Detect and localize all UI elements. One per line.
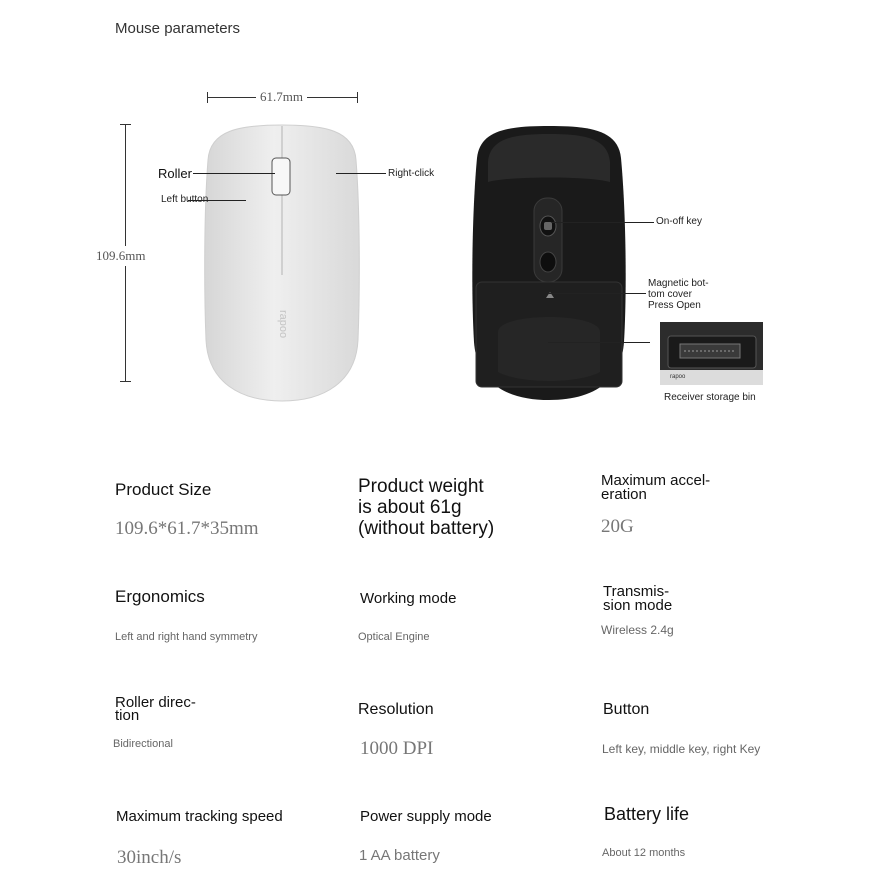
spec-ergonomics <box>115 588 345 643</box>
spec-transmission-mode <box>603 585 833 637</box>
mouse-top-view-image <box>200 120 365 405</box>
spec-label: Resolution <box>358 701 434 718</box>
spec-label-line: sion mode <box>603 597 673 614</box>
spec-label: Working mode <box>360 590 457 607</box>
receiver-bin-label: Receiver storage bin <box>664 392 756 403</box>
spec-label-line: tion <box>115 707 140 724</box>
receiver-brand-mark: rapoo <box>670 374 686 380</box>
spec-label-line: (without battery) <box>358 518 495 539</box>
width-dimension-label: 61.7mm <box>256 89 307 105</box>
spec-value: 109.6*61.7*35mm <box>115 518 259 539</box>
spec-label-line: Product weight <box>358 476 484 497</box>
spec-roller-direction <box>115 696 345 750</box>
spec-product-weight <box>358 476 588 539</box>
spec-value: 1000 DPI <box>360 738 434 759</box>
spec-max-tracking-speed <box>116 808 346 869</box>
spec-working-mode <box>360 590 590 643</box>
spec-value: 30inch/s <box>117 847 182 868</box>
height-dimension-cap-top <box>120 124 131 125</box>
spec-label-line: Maximum accel- <box>601 472 711 489</box>
width-dimension-cap-left <box>207 92 208 103</box>
spec-value: Left and right hand symmetry <box>115 631 258 643</box>
magnetic-cover-callout-line <box>548 293 646 294</box>
spec-value: About 12 months <box>602 847 686 859</box>
width-dimension-cap-right <box>357 92 358 103</box>
left-button-label: Left button <box>161 194 209 205</box>
height-dimension-cap-bottom <box>120 381 131 382</box>
spec-resolution <box>358 701 588 760</box>
receiver-storage-bin-image <box>660 322 763 385</box>
right-click-label: Right-click <box>388 168 435 179</box>
spec-button <box>603 701 833 756</box>
spec-product-size <box>115 481 345 540</box>
on-off-key-label: On-off key <box>656 216 702 227</box>
spec-value: Left key, middle key, right Key <box>602 742 761 756</box>
spec-label: Battery life <box>604 804 690 824</box>
spec-label-line: eration <box>601 486 647 503</box>
brand-mark: rapoo <box>277 310 289 339</box>
spec-value: Wireless 2.4g <box>601 623 674 637</box>
spec-value: 20G <box>601 516 634 537</box>
spec-label: Button <box>603 701 650 718</box>
spec-label: Maximum tracking speed <box>116 808 283 825</box>
magnetic-cover-label: Magnetic bot- tom cover Press Open <box>648 278 709 311</box>
spec-value: Bidirectional <box>113 738 173 750</box>
spec-value: Optical Engine <box>358 631 430 643</box>
on-off-callout-line <box>552 222 654 223</box>
spec-label-line: Transmis- <box>603 583 670 600</box>
roller-label: Roller <box>158 166 192 181</box>
spec-label: Ergonomics <box>115 587 205 606</box>
spec-value: 1 AA battery <box>359 847 440 864</box>
mouse-bottom-view-image <box>468 122 630 404</box>
spec-power-supply-mode <box>360 808 590 864</box>
spec-label-line: is about 61g <box>358 497 462 518</box>
roller-callout-line <box>193 173 275 174</box>
spec-max-acceleration <box>601 474 831 538</box>
spec-battery-life <box>604 806 834 859</box>
receiver-bin-callout-line <box>548 342 650 343</box>
spec-label-line: Roller direc- <box>115 694 196 711</box>
right-click-callout-line <box>336 173 386 174</box>
spec-label: Power supply mode <box>360 808 492 825</box>
spec-label: Product Size <box>115 480 212 499</box>
height-dimension-label: 109.6mm <box>96 246 145 266</box>
page-title: Mouse parameters <box>115 20 241 37</box>
